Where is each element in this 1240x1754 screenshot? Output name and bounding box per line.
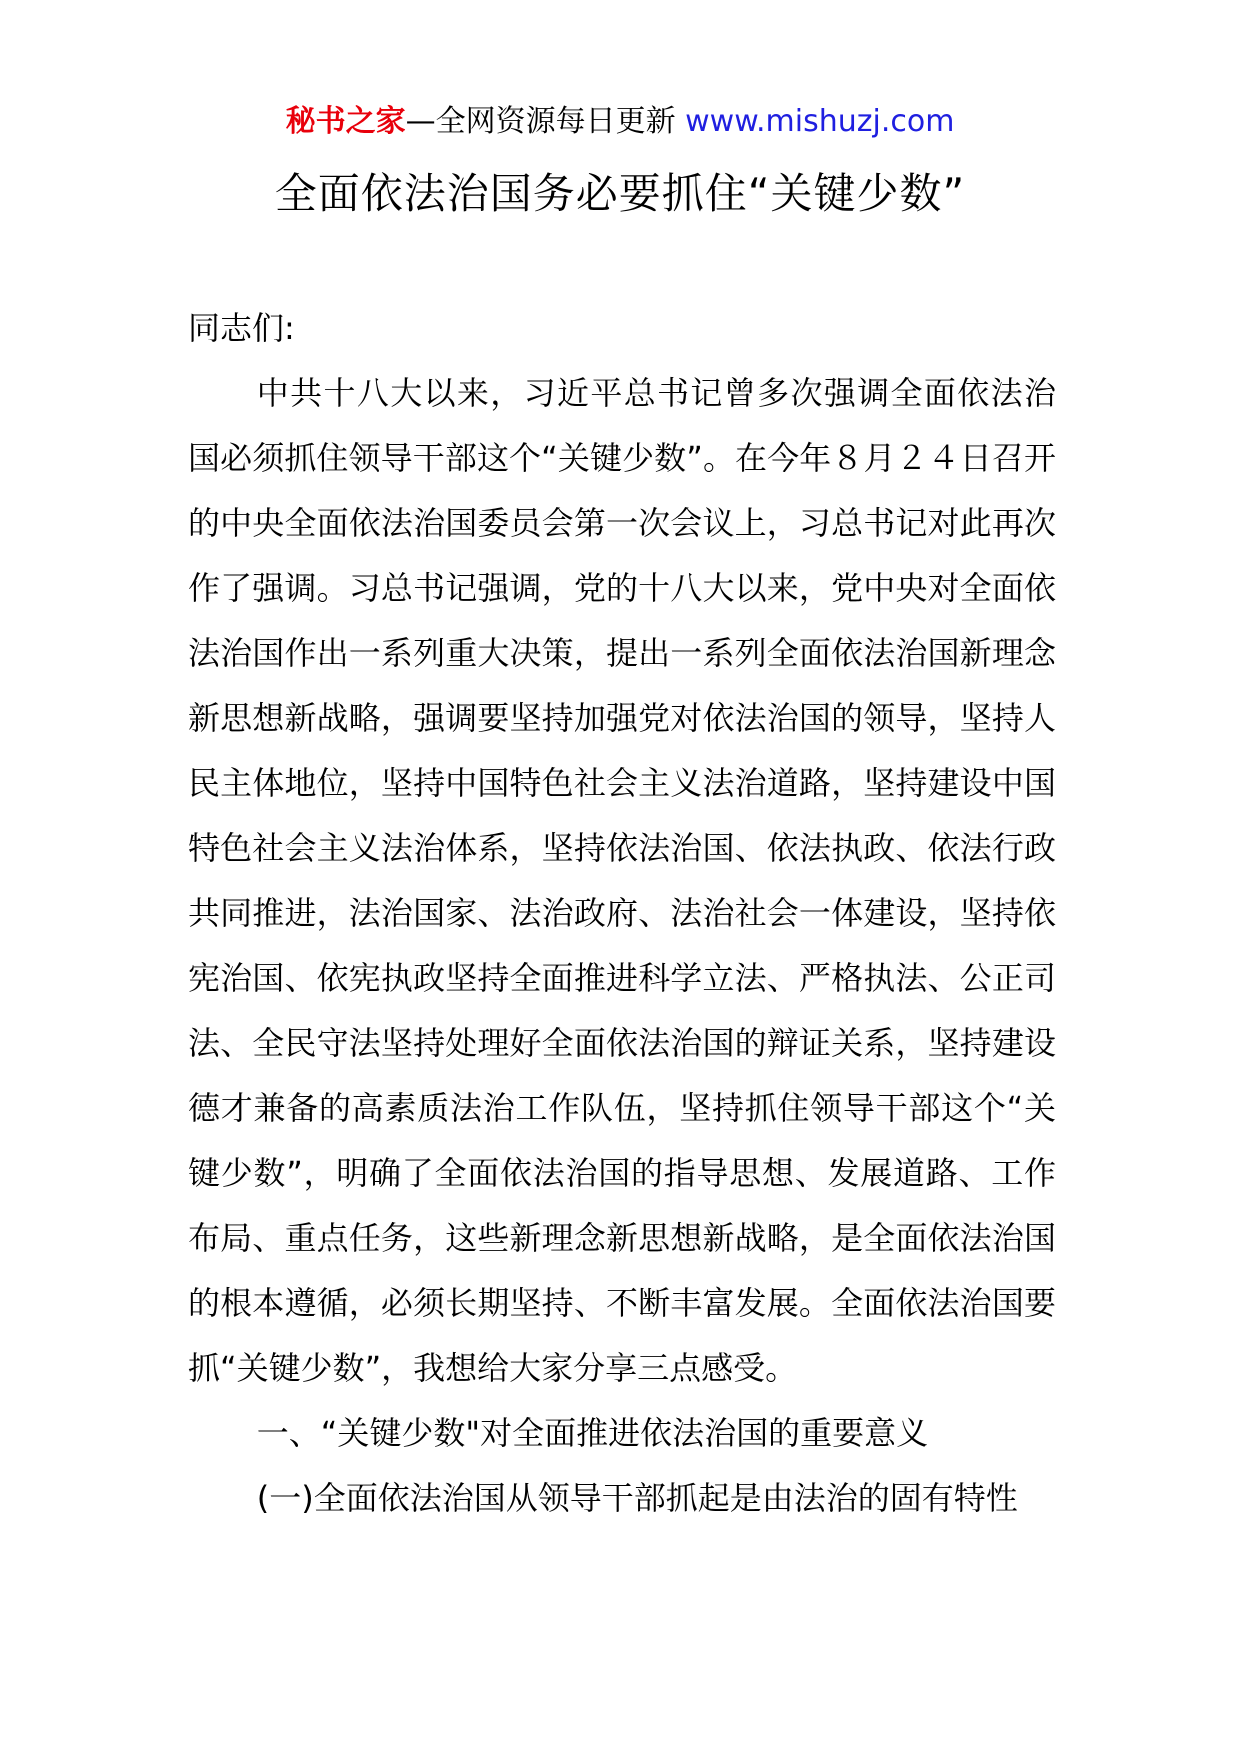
section-heading: 一、“关键少数"对全面推进依法治国的重要意义 <box>256 1414 929 1452</box>
brand-name: 秘书之家 <box>285 104 406 139</box>
site-url-link[interactable]: www.mishuzj.com <box>685 104 955 139</box>
body-paragraph: 中共十八大以来，习近平总书记曾多次强调全面依法治国必须抓住领导干部这个“关键少数”。在今年８月２４日召开的中央全面依法治国委员会第一次会议上，习总书记对此再次作了强调。习总书记强调，党的十八大以来，党中央对全面依法治国作出一系列重大决策，提出一系列全面依法治国新理念新思想新战略，强调要坚持加强党对依法治国的领导，坚持人民主体地位，坚持中国特色社会主义法治道路，坚持建设中国特色社会主义法治体系，坚持依法治国、依法执政、依法行政共同推进，法治国家、法治政府、法治社会一体建设，坚持依宪治国、依宪执政坚持全面推进科学立法、严格执法、公正司法、全民守法坚持处理好全面依法治国的辩证关系，坚持建设德才兼备的高素质法治工作队伍，坚持抓住领导干部这个“关键少数”，明确了全面依法治国的指导思想、发展道路、工作布局、重点任务，这些新理念新思想新战略，是全面依法治国的根本遵循，必须长期坚持、不断丰富发展。全面依法治国要抓“关键少数”，我想给大家分享三点感受。 <box>188 374 1056 1387</box>
document-body <box>188 296 1056 1531</box>
salutation: 同志们: <box>188 309 295 347</box>
document-title: 全面依法治国务必要抓住“关键少数” <box>274 169 966 218</box>
header-slogan: —全网资源每日更新 <box>405 104 676 139</box>
subsection-heading: (一)全面依法治国从领导干部抓起是由法治的固有特性 <box>256 1479 1018 1517</box>
site-header <box>0 100 1240 144</box>
